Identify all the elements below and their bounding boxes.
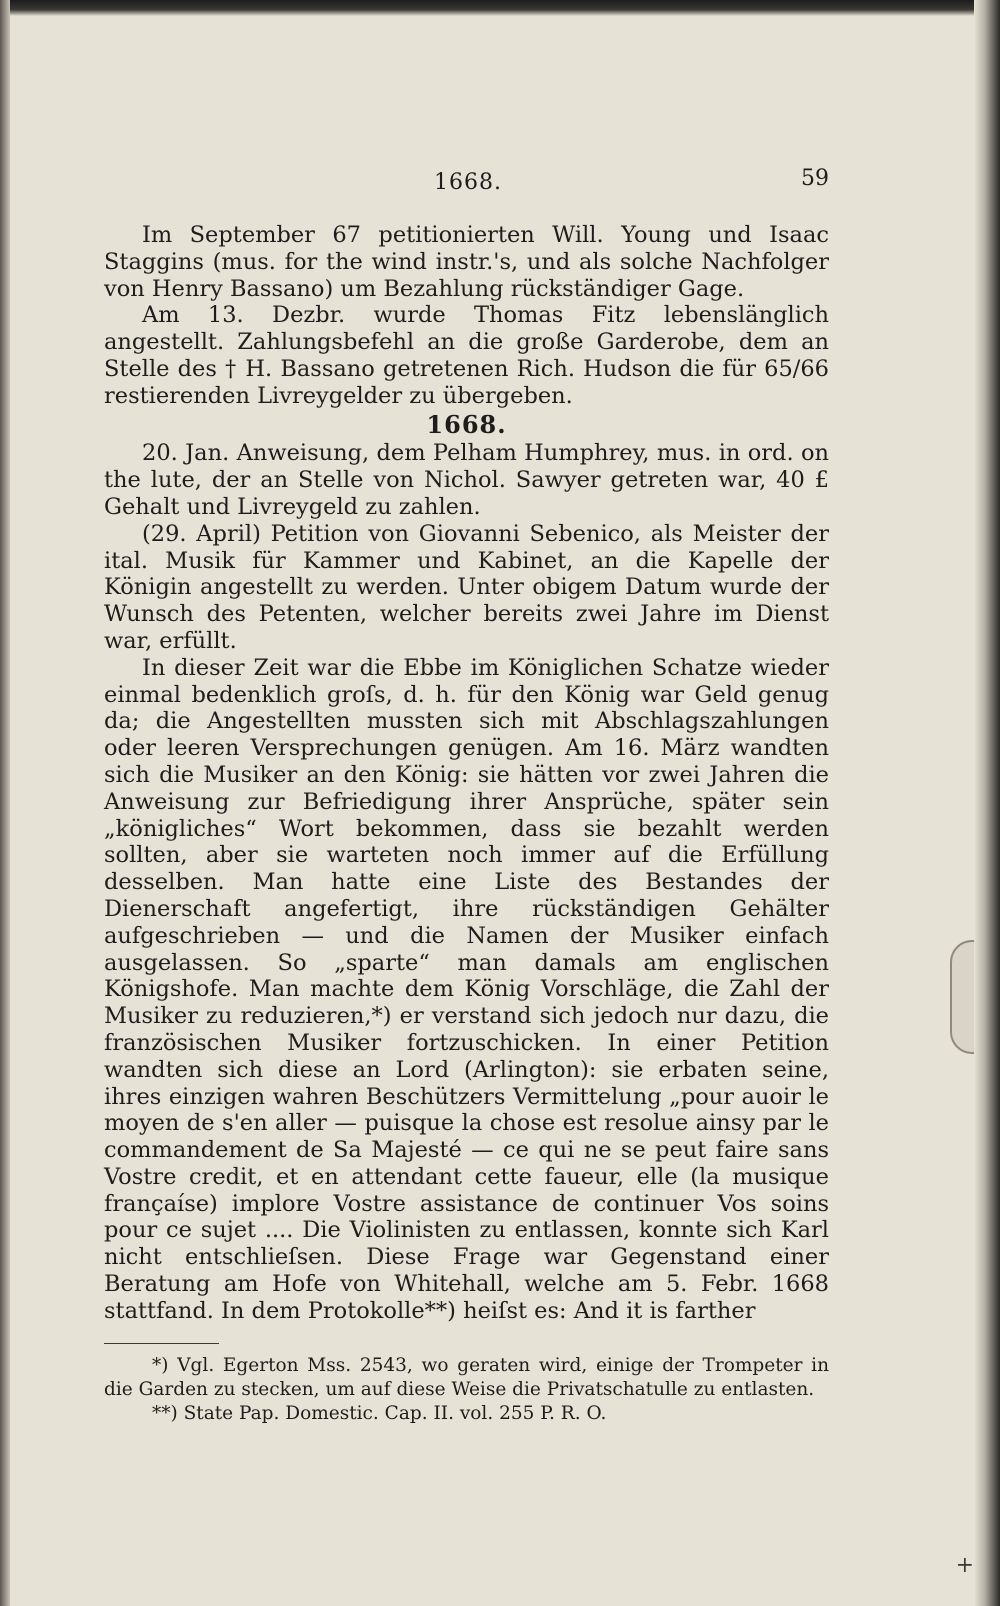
paragraph-5: In dieser Zeit war die Ebbe im Königlichen Schatze wieder einmal bedenklich groſs, d. h. für den König war Geld genug da; die Angestellten mussten sich mit Abschlagszahlungen oder leeren Versprechungen genügen. Am 16. März wandten sich die Musiker an den König: sie hätten vor zwei Jahren die Anweisung zur Befriedigung ihrer Ansprüche, später sein „königliches“ Wort bekommen, dass sie bezahlt werden sollten, aber sie warteten noch immer auf die Erfüllung desselben. Man hatte eine Liste des Bestandes der Dienerschaft angefertigt, ihre rückständigen Gehälter aufgeschrieben — und die Namen der Musiker einfach ausgelassen. So „sparte“ man damals am englischen Königshofe. Man machte dem König Vorschläge, die Zahl der Musiker zu reduzieren,*) er verstand sich jedoch nur dazu, die französischen Musiker fortzuschicken. In einer Petition wandten sich diese an Lord (Arlington): sie erbaten seine, ihres einzigen wahren Beschützers Vermittelung „pour auoir le moyen de s'en aller — puisque la chose est resolue ainsy par le commandement de Sa Majesté — ce qui ne se peut faire sans Vostre credit, et en attendant cette faueur, elle (la musique françaíse) implore Vostre assistance de continuer Vos soins pour ce sujet .... Die Violinisten zu entlassen, konnte sich Karl nicht entschlieſsen. Diese Frage war Gegenstand einer Beratung am Hofe von Whitehall, welche am 5. Febr. 1668 stattfand. In dem Protokolle**) heiſst es: And it is farther: [104, 654, 829, 1324]
header-year: 1668.: [434, 170, 502, 195]
paragraph-1: Im September 67 petitionierten Will. Young und Isaac Staggins (mus. for the wind instr.'s, und als solche Nachfolger von Henry Bassano) um Bezahlung rückständiger Gage.: [104, 222, 829, 302]
page-top-edge: [0, 0, 1000, 16]
footnote-2: **) State Pap. Domestic. Cap. II. vol. 255 P. R. O.: [152, 1402, 607, 1424]
running-header: [104, 166, 829, 210]
margin-cross-mark: +: [955, 1553, 974, 1578]
page-binding-edge: [0, 0, 10, 1606]
footnote-1: *) Vgl. Egerton Mss. 2543, wo geraten wird, einige der Trompeter in die Garden zu stecken, um auf diese Weise die Privatschatulle zu entlasten.: [104, 1354, 829, 1400]
paragraph-3: 20. Jan. Anweisung, dem Pelham Humphrey, mus. in ord. on the lute, der an Stelle von Nichol. Sawyer getreten war, 40 £ Gehalt und Livreygeld zu zahlen.: [104, 440, 829, 520]
section-heading-1668: 1668.: [426, 409, 507, 439]
footnote-rule: [104, 1343, 219, 1344]
book-page: [104, 166, 829, 1426]
paper-clip-mark: [950, 940, 974, 1054]
paragraph-4: (29. April) Petition von Giovanni Sebenico, als Meister der ital. Musik für Kammer und Kabinet, an die Kapelle der Königin angestellt zu werden. Unter obigem Datum wurde der Wunsch des Petenten, welcher bereits zwei Jahre im Dienst war, erfüllt.: [104, 520, 829, 654]
paragraph-2: Am 13. Dezbr. wurde Thomas Fitz lebenslänglich angestellt. Zahlungsbefehl an die große Garderobe, dem an Stelle des † H. Bassano getretenen Rich. Hudson die für 65/66 restierenden Livreygelder zu übergeben.: [104, 302, 829, 409]
footnotes: [104, 1354, 829, 1426]
body-text: [104, 222, 829, 1325]
page-right-edge: [974, 0, 1000, 1606]
page-number: 59: [801, 166, 829, 191]
